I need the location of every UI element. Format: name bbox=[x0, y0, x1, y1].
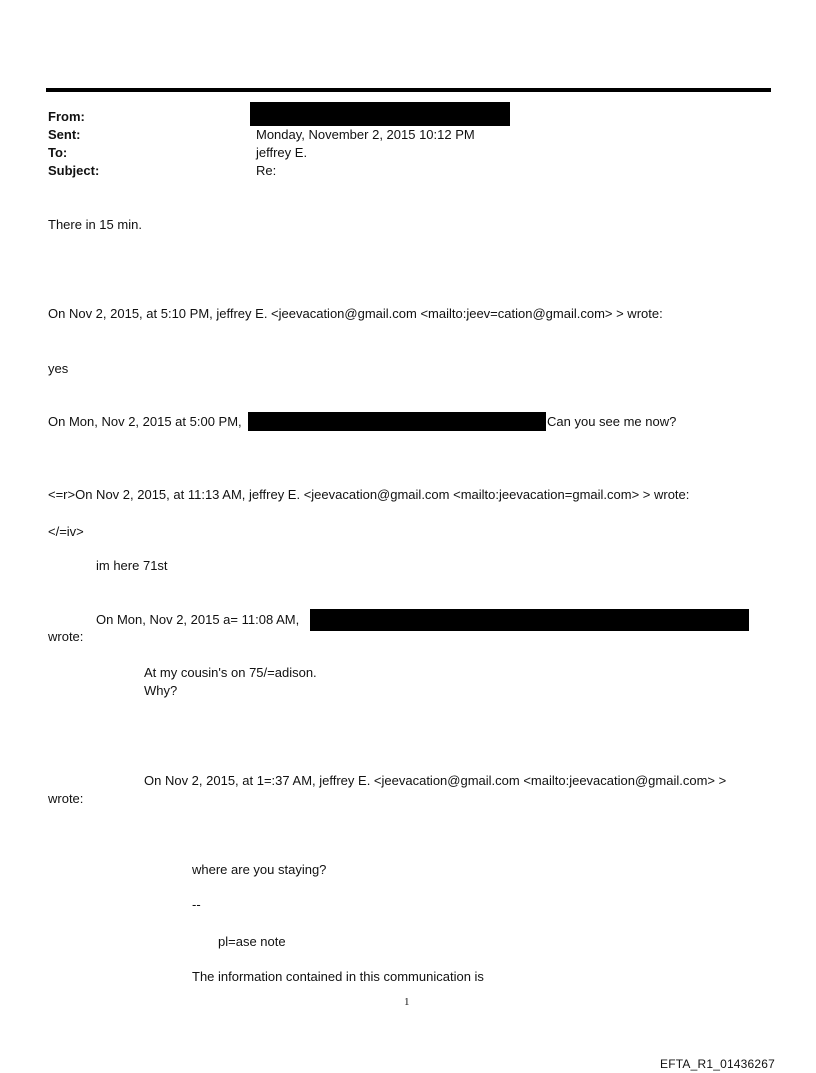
quote3-text: im here 71st bbox=[96, 558, 168, 573]
page-number: 1 bbox=[404, 996, 410, 1008]
document-id: EFTA_R1_01436267 bbox=[660, 1057, 776, 1071]
quote5-text: where are you staying? bbox=[192, 862, 327, 877]
subject-value: Re: bbox=[256, 163, 277, 178]
to-value: jeffrey E. bbox=[256, 145, 308, 160]
sent-label: Sent: bbox=[48, 127, 81, 142]
subject-label: Subject: bbox=[48, 163, 100, 178]
quote1-header: On Nov 2, 2015, at 5:10 PM, jeffrey E. <jeevacation@gmail.com <mailto:jeev=cation@gmail.com> > wrote: bbox=[48, 306, 663, 321]
signature-dashes: -- bbox=[192, 897, 201, 912]
sent-value: Monday, November 2, 2015 10:12 PM bbox=[256, 127, 475, 142]
quote2-suffix: Can you see me now? bbox=[547, 414, 677, 429]
quote5-header: On Nov 2, 2015, at 1=:37 AM, jeffrey E. <jeevacation@gmail.com <mailto:jeevacation@gmail.com> > bbox=[144, 773, 727, 788]
quote4-line1: At my cousin's on 75/=adison. bbox=[144, 665, 317, 680]
quote4-line2: Why? bbox=[144, 683, 178, 698]
quote3-tag: </=iv> bbox=[48, 524, 84, 539]
quote2-prefix: On Mon, Nov 2, 2015 at 5:00 PM, bbox=[48, 414, 242, 429]
quote2-redaction bbox=[248, 412, 546, 431]
quote5-wrote: wrote: bbox=[48, 791, 84, 806]
from-label: From: bbox=[48, 109, 85, 124]
reply-text: There in 15 min. bbox=[48, 217, 142, 232]
from-redaction bbox=[250, 102, 510, 126]
signature-info: The information contained in this communication is bbox=[192, 969, 484, 984]
to-label: To: bbox=[48, 145, 68, 160]
quote4-wrote: wrote: bbox=[48, 629, 84, 644]
signature-note: pl=ase note bbox=[218, 934, 286, 949]
quote3-header: <=r>On Nov 2, 2015, at 11:13 AM, jeffrey E. <jeevacation@gmail.com <mailto:jeevacation=gmail.com> > wrote: bbox=[48, 487, 690, 502]
quote4-prefix: On Mon, Nov 2, 2015 a= 11:08 AM, bbox=[96, 612, 300, 627]
header-rule bbox=[46, 88, 771, 92]
quote4-redaction bbox=[310, 609, 749, 631]
quote1-text: yes bbox=[48, 361, 69, 376]
